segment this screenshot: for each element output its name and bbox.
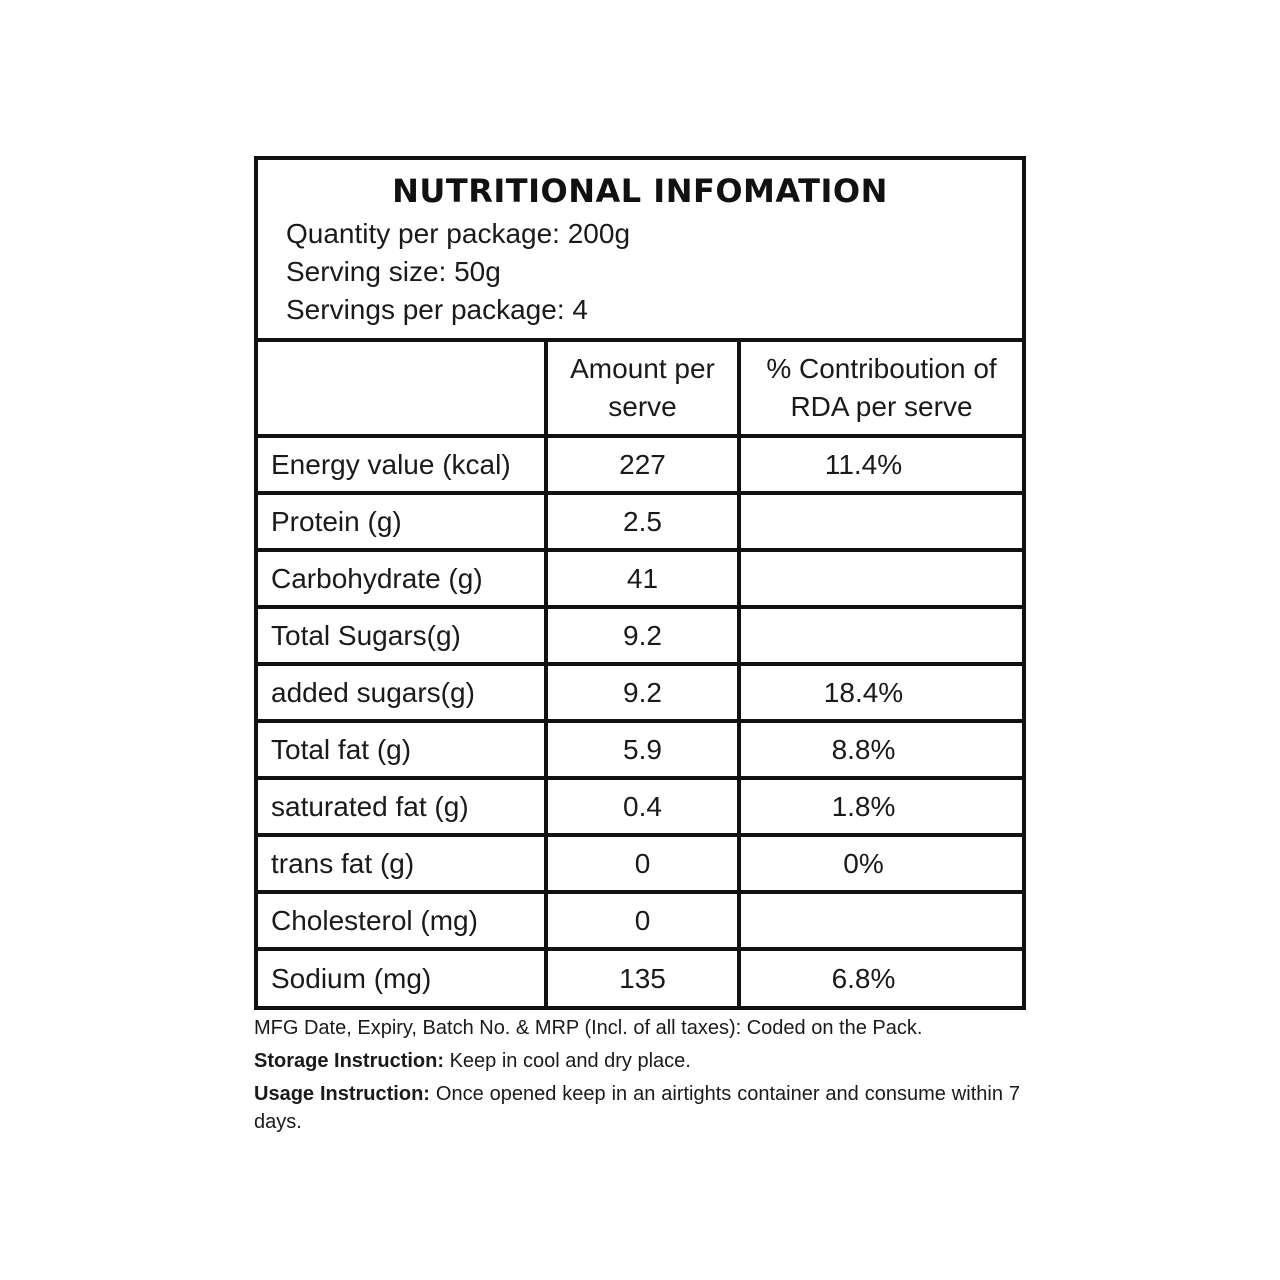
nutrient-name: Sodium (mg) xyxy=(258,949,546,1006)
storage-instruction xyxy=(254,1047,1020,1075)
table-row xyxy=(258,778,1022,835)
nutrient-amount: 9.2 xyxy=(546,664,739,721)
nutrient-amount: 0 xyxy=(546,892,739,949)
nutrient-name: added sugars(g) xyxy=(258,664,546,721)
nutrient-name: Protein (g) xyxy=(258,493,546,550)
nutrient-rda: 11.4% xyxy=(739,436,1022,493)
table-row xyxy=(258,949,1022,1006)
nutrient-name: trans fat (g) xyxy=(258,835,546,892)
nutrient-rda xyxy=(739,550,1022,607)
table-row xyxy=(258,664,1022,721)
table-row xyxy=(258,892,1022,949)
header-rda: % Contriboution of RDA per serve xyxy=(739,342,1022,436)
nutrient-rda xyxy=(739,892,1022,949)
storage-text: Keep in cool and dry place. xyxy=(444,1050,691,1072)
header-amount: Amount per serve xyxy=(546,342,739,436)
nutrient-name: Total Sugars(g) xyxy=(258,607,546,664)
label-footer xyxy=(254,1014,1020,1141)
nutrition-table xyxy=(258,342,1022,1006)
nutrient-amount: 227 xyxy=(546,436,739,493)
nutrient-name: Cholesterol (mg) xyxy=(258,892,546,949)
nutrient-amount: 135 xyxy=(546,949,739,1006)
nutrient-rda: 0% xyxy=(739,835,1022,892)
nutrient-rda: 1.8% xyxy=(739,778,1022,835)
nutrient-amount: 0 xyxy=(546,835,739,892)
nutrient-name: Carbohydrate (g) xyxy=(258,550,546,607)
nutrient-amount: 9.2 xyxy=(546,607,739,664)
nutrient-amount: 0.4 xyxy=(546,778,739,835)
nutrient-rda xyxy=(739,493,1022,550)
nutrient-amount: 41 xyxy=(546,550,739,607)
usage-label: Usage Instruction: xyxy=(254,1083,430,1105)
usage-instruction xyxy=(254,1080,1020,1136)
panel-header xyxy=(258,160,1022,342)
nutrient-amount: 5.9 xyxy=(546,721,739,778)
nutrient-name: Energy value (kcal) xyxy=(258,436,546,493)
nutrient-rda: 18.4% xyxy=(739,664,1022,721)
quantity-per-package: Quantity per package: 200g xyxy=(286,218,631,249)
servings-per-package: Servings per package: 4 xyxy=(286,294,588,325)
nutrient-name: saturated fat (g) xyxy=(258,778,546,835)
table-row xyxy=(258,436,1022,493)
storage-label: Storage Instruction: xyxy=(254,1050,445,1072)
table-row xyxy=(258,835,1022,892)
table-row xyxy=(258,550,1022,607)
usage-text: Once opened keep in an airtights container and consume within 7 days. xyxy=(254,1083,1020,1133)
mfg-note: MFG Date, Expiry, Batch No. & MRP (Incl. of all taxes): Coded on the Pack. xyxy=(254,1017,923,1039)
header-nutrient xyxy=(258,342,546,436)
nutrition-panel xyxy=(254,156,1026,1010)
table-row xyxy=(258,607,1022,664)
serving-size: Serving size: 50g xyxy=(286,256,501,287)
table-row xyxy=(258,493,1022,550)
nutrient-rda: 8.8% xyxy=(739,721,1022,778)
nutrient-rda: 6.8% xyxy=(739,949,1022,1006)
nutrient-amount: 2.5 xyxy=(546,493,739,550)
nutrient-name: Total fat (g) xyxy=(258,721,546,778)
table-row xyxy=(258,721,1022,778)
panel-title: NUTRITIONAL INFOMATION xyxy=(392,172,888,210)
table-header-row xyxy=(258,342,1022,436)
nutrient-rda xyxy=(739,607,1022,664)
